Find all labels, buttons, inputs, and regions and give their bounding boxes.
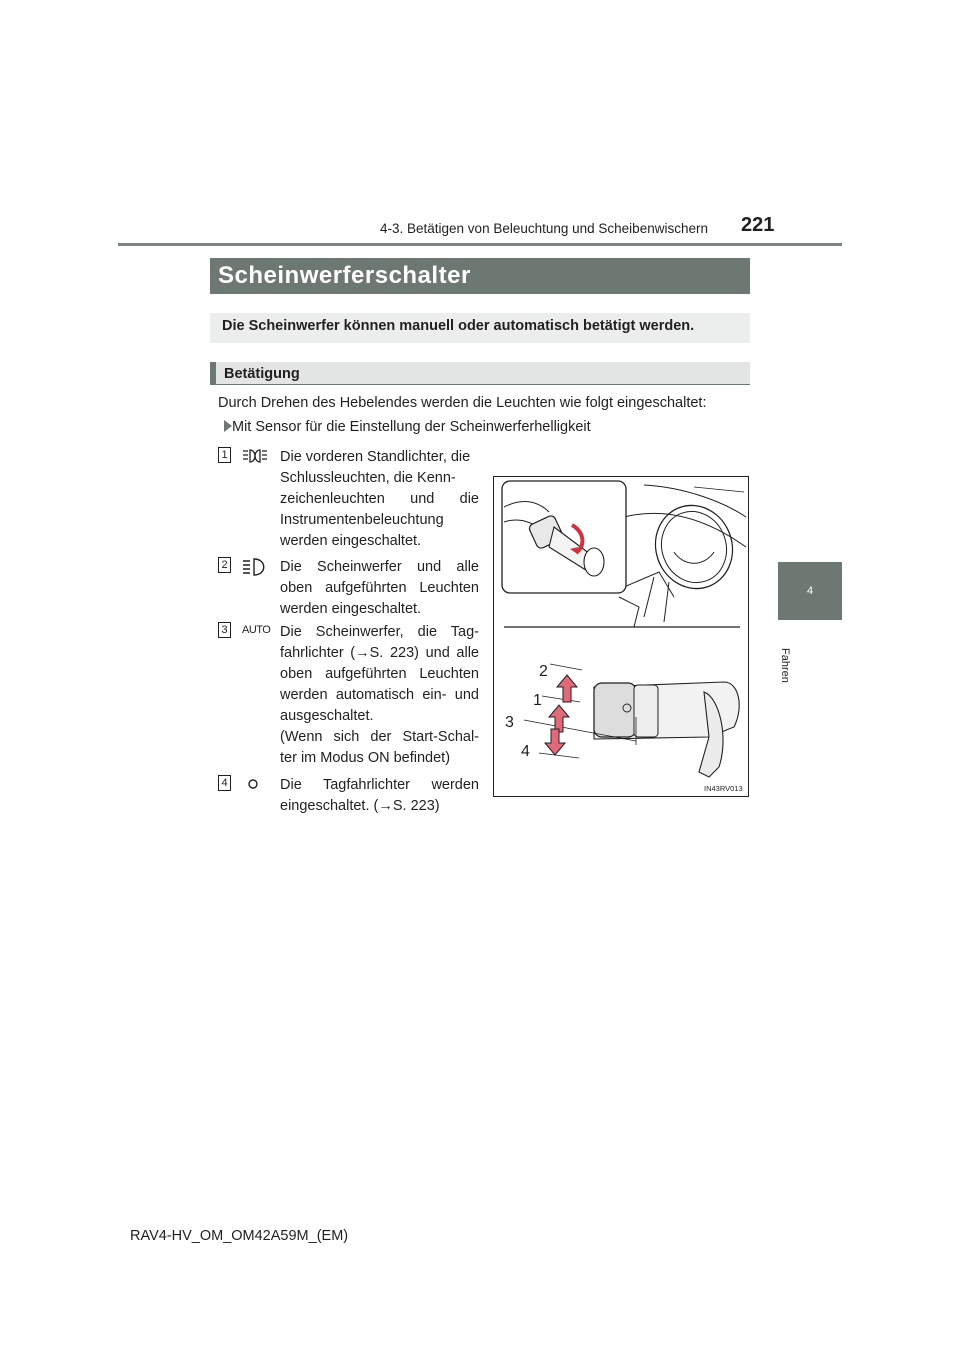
- item-4-line: Die Tagfahrlichter werden: [280, 777, 479, 793]
- callout-3: 3: [505, 714, 514, 731]
- page-number: 221: [741, 214, 775, 236]
- off-icon: [246, 776, 260, 792]
- item-1-line: Instrumentenbeleuchtung: [280, 512, 444, 528]
- item-3-line: ausgeschaltet.: [280, 708, 374, 724]
- figure-code: IN43RV013: [704, 784, 743, 793]
- item-text-1: [280, 447, 479, 552]
- item-3-line: (Wenn sich der Start-Schal-: [280, 729, 479, 745]
- item-3-line: fahrlichter (→S. 223) und alle: [280, 645, 479, 661]
- item-4-line: eingeschaltet. (→S. 223): [280, 798, 440, 814]
- callout-1: 1: [533, 692, 542, 709]
- item-2-line: werden eingeschaltet.: [280, 601, 422, 617]
- item-3-line: Die Scheinwerfer, die Tag-: [280, 624, 479, 640]
- chapter-number: 4: [806, 585, 814, 597]
- item-3-line: ter im Modus ON befindet): [280, 750, 451, 766]
- item-number-2: 2: [218, 557, 231, 573]
- callout-2: 2: [539, 663, 548, 680]
- header-section-title: 4-3. Betätigen von Beleuchtung und Scheibenwischern: [380, 221, 708, 236]
- item-2-line: Die Scheinwerfer und alle: [280, 559, 479, 575]
- subheading-text: Betätigung: [224, 366, 300, 382]
- item-text-2: [280, 557, 479, 620]
- item-number-3: 3: [218, 622, 231, 638]
- item-1-line: Schlussleuchten, die Kenn-: [280, 470, 456, 486]
- auto-icon: AUTO: [242, 624, 271, 636]
- item-1-line: Die vorderen Standlichter, die: [280, 449, 471, 465]
- body-text: Durch Drehen des Hebelendes werden die Leuchten wie folgt eingeschaltet:: [218, 395, 707, 411]
- intro-text: Die Scheinwerfer können manuell oder automatisch betätigt werden.: [222, 318, 695, 334]
- item-text-4: [280, 775, 479, 817]
- subheading-accent: [210, 362, 216, 385]
- callout-4: 4: [521, 743, 530, 760]
- chapter-tab: [778, 562, 842, 620]
- headlight-icon: [240, 557, 270, 577]
- item-1-line: werden eingeschaltet.: [280, 533, 422, 549]
- item-2-line: oben aufgeführten Leuchten: [280, 580, 479, 596]
- headlight-switch-illustration: [494, 477, 748, 795]
- item-number-4: 4: [218, 775, 231, 791]
- small-lights-icon: [240, 447, 270, 467]
- item-1-line: zeichenleuchten und die: [280, 491, 479, 507]
- chapter-label: Fahren: [779, 648, 791, 683]
- bullet-arrow-icon: [224, 420, 232, 432]
- item-3-line: werden automatisch ein- und: [280, 687, 479, 703]
- item-3-line: oben aufgeführten Leuchten: [280, 666, 479, 682]
- item-text-3: [280, 622, 479, 769]
- footer-doc-code: RAV4-HV_OM_OM42A59M_(EM): [130, 1228, 349, 1244]
- page-title: Scheinwerferschalter: [218, 262, 471, 289]
- header-rule: [118, 243, 842, 246]
- bullet-text: Mit Sensor für die Einstellung der Scheinwerferhelligkeit: [232, 419, 591, 435]
- item-number-1: 1: [218, 447, 231, 463]
